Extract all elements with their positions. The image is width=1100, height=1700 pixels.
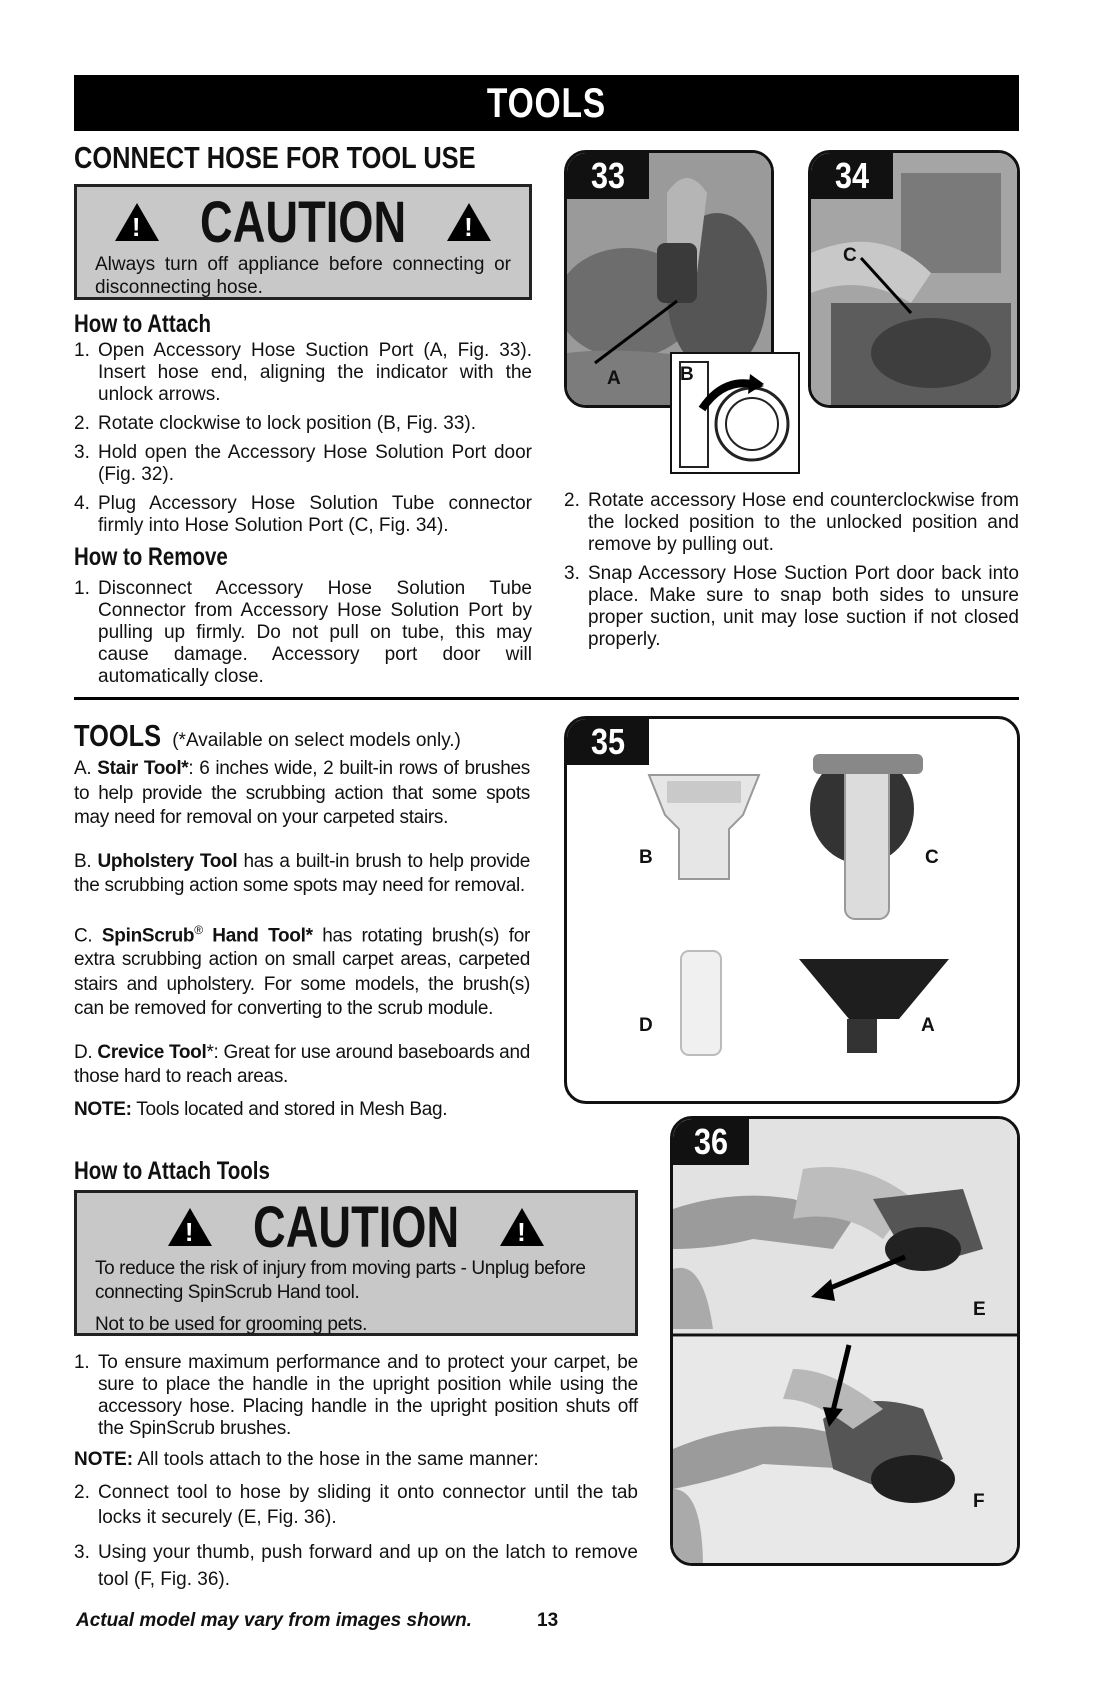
warning-icon: ! [500,1208,544,1246]
figure-number: 36 [673,1119,749,1165]
warning-icon: ! [168,1208,212,1246]
figure-34 [808,150,1020,408]
caution-box-tools [74,1190,638,1336]
remove-steps-list-right [564,490,1019,658]
figure-33-inset [670,352,800,474]
label-c: C [925,847,939,868]
list-item: 3. Hold open the Accessory Hose Solution Port door (Fig. 32). [74,442,532,485]
label-a: A [607,368,621,389]
tool-item-spinscrub: C. SpinScrub® Hand Tool* has rotating brush(s) for extra scrubbing action on small carpet areas, carpeted stairs and upholstery. For some models, the brush(s) can be removed for converting to the scrub module. [74,922,530,1020]
figure-number: 33 [567,153,649,199]
list-item: 2. Rotate clockwise to lock position (B, Fig. 33). [74,413,477,434]
banner-title: TOOLS [486,79,607,126]
tool-item-stair: A. Stair Tool*: 6 inches wide, 2 built-in rows of brushes to help provide the scrubbing action that some spots may need for removal on your carpeted stairs. [74,758,530,828]
models-note: (*Available on select models only.) [172,730,461,751]
label-b: B [680,364,694,385]
tool-item-crevice: D. Crevice Tool*: Great for use around baseboards and those hard to reach areas. [74,1041,530,1088]
attach-tools-steps [74,1352,638,1600]
connect-hose-title: CONNECT HOSE FOR TOOL USE [74,140,476,175]
tools-title: TOOLS [74,718,162,753]
caution-box-connect [74,184,532,300]
caution-text-1: To reduce the risk of injury from moving parts - Unplug before connecting SpinScrub Hand tool. [95,1258,586,1303]
tools-photo [567,719,1020,1104]
list-item: 2. Connect tool to hose by sliding it onto connector until the tab locks it securely (E, Fig. 36). [74,1482,638,1528]
list-item: 3. Using your thumb, push forward and up on the latch to remove tool (F, Fig. 36). [74,1542,638,1590]
how-to-attach-tools-heading: How to Attach Tools [74,1157,270,1185]
caution-text-2: Not to be used for grooming pets. [95,1314,368,1335]
section-banner [74,75,1019,131]
remove-steps-list-left [74,578,532,695]
mesh-bag-note: NOTE: Tools located and stored in Mesh Bag. [74,1098,448,1120]
list-item: 1. Disconnect Accessory Hose Solution Tube Connector from Accessory Hose Solution Port by pulling up firmly. Do not pull on tube, this may cause damage. Accessory port door will automatically close. [74,578,532,687]
label-a: A [921,1015,935,1036]
spinscrub-tool-image [810,754,923,919]
tools-descriptions [74,757,530,1130]
list-item: 3. Snap Accessory Hose Suction Port door back into place. Make sure to snap both sides to unsure proper suction, unit may lose suction if not closed properly. [564,563,1019,650]
list-item: 1. Open Accessory Hose Suction Port (A, Fig. 33). Insert hose end, aligning the indicator with the unlock arrows. [74,340,532,405]
label-d: D [639,1015,653,1036]
label-f: F [973,1491,985,1512]
figure-number: 34 [811,153,893,199]
warning-icon: ! [115,203,159,241]
tools-heading-row [74,718,534,754]
attach-tools-list-1 [74,1352,638,1440]
section-divider [74,697,1019,700]
warning-icon: ! [447,203,491,241]
label-b: B [639,847,653,868]
stair-tool-image [799,959,949,1053]
attach-tools-list-2 [74,1480,638,1593]
page-number: 13 [537,1610,559,1631]
how-to-attach-heading: How to Attach [74,310,212,338]
figure-35 [564,716,1020,1104]
figure-number: 35 [567,719,649,765]
figure-36 [670,1116,1020,1566]
caution-text: Always turn off appliance before connecting or disconnecting hose. [95,254,511,298]
crevice-tool-image [681,951,721,1055]
tool-item-upholstery: B. Upholstery Tool has a built-in brush to help provide the scrubbing action some spots may need for removal. [74,850,530,896]
caution-word: CAUTION [252,1194,460,1260]
how-to-remove-heading: How to Remove [74,543,228,571]
caution-heading [77,1194,635,1260]
list-item: 4. Plug Accessory Hose Solution Tube connector firmly into Hose Solution Port (C, Fig. 34). [74,493,532,536]
tool-attach-photos [673,1119,1020,1566]
list-item: 2. Rotate accessory Hose end counterclockwise from the locked position to the unlocked position and remove by pulling out. [564,490,1019,555]
attach-steps-list [74,340,532,544]
attach-manner-note: NOTE: All tools attach to the hose in the same manner: [74,1449,539,1470]
list-item: 1. To ensure maximum performance and to protect your carpet, be sure to place the handle in the upright position while using the accessory hose. Placing handle in the upright position shuts off the SpinScrub brushes. [74,1352,638,1439]
upholstery-tool-image [649,775,759,879]
label-e: E [973,1299,986,1320]
caution-heading [77,191,529,253]
label-c: C [843,245,857,266]
footer-disclaimer: Actual model may vary from images shown. [76,1610,472,1631]
caution-word: CAUTION [199,189,407,255]
